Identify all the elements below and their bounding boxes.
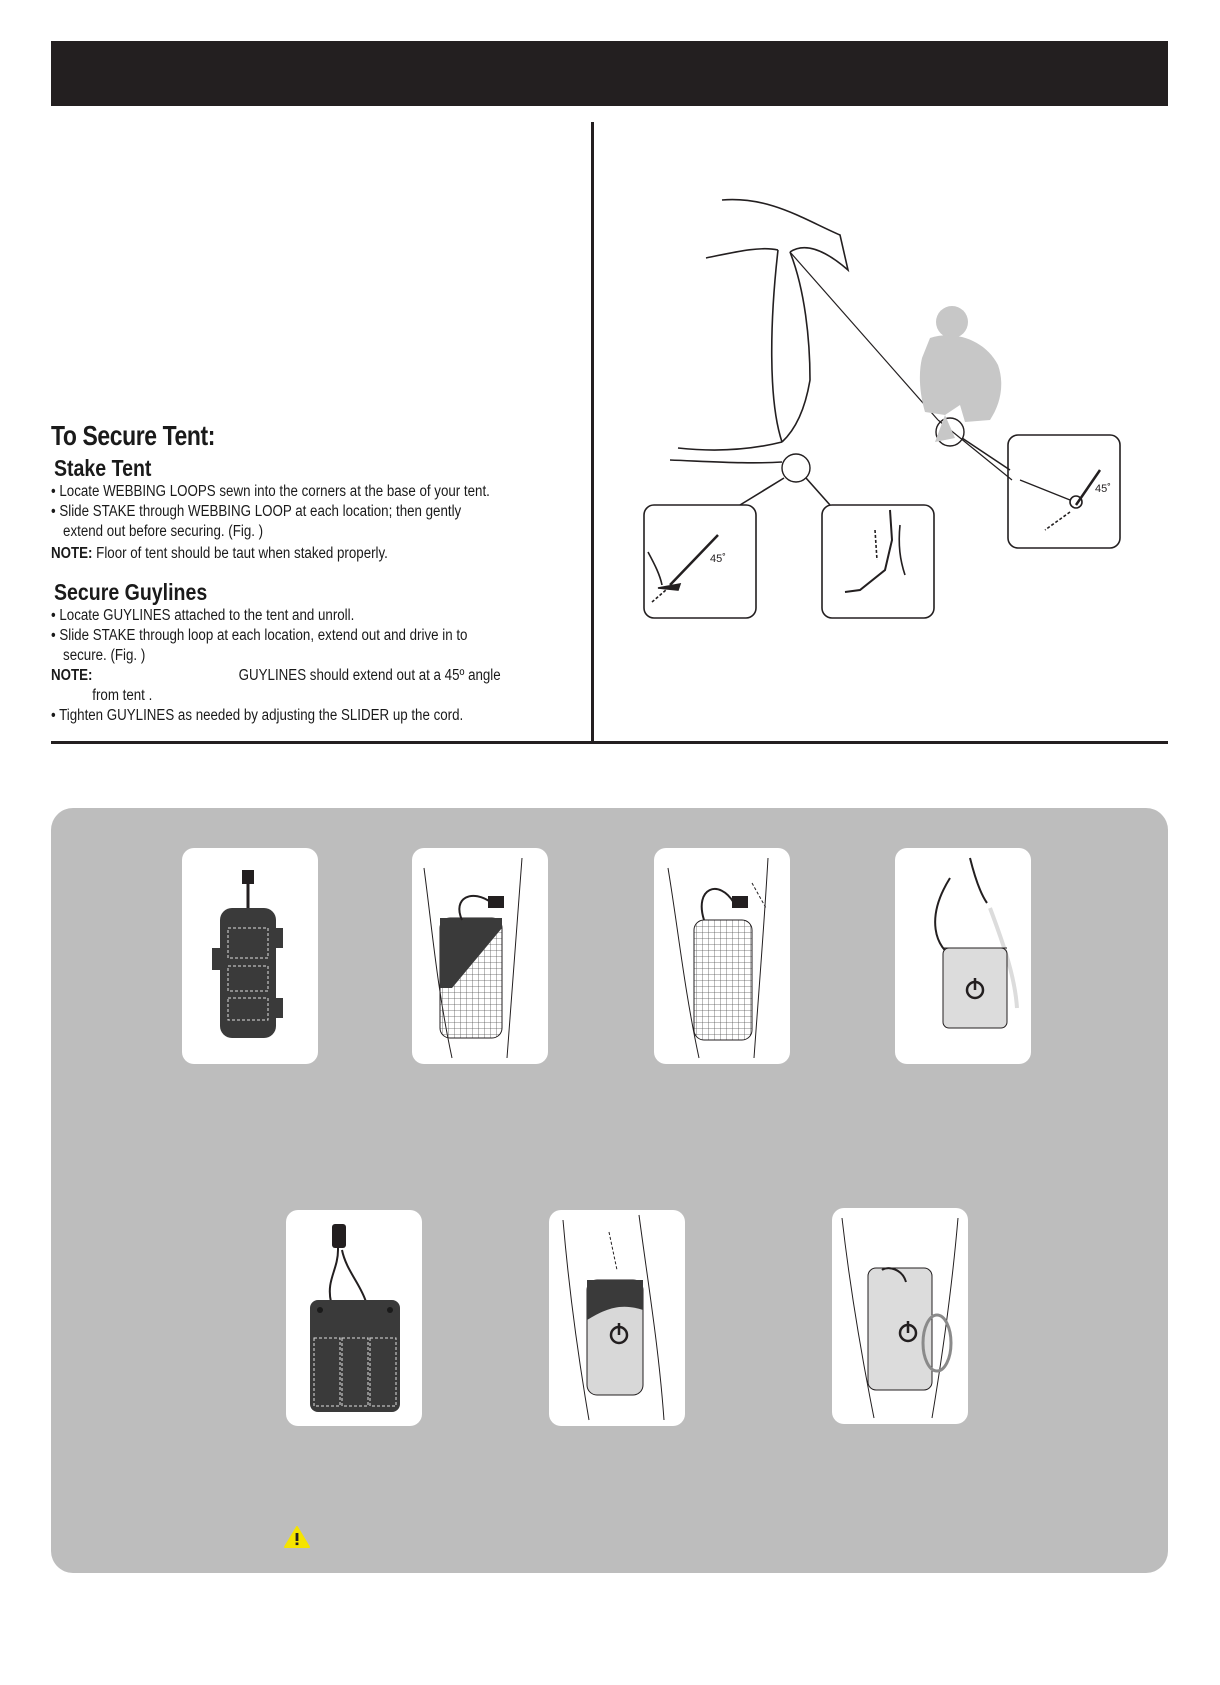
warning-icon <box>283 1525 311 1549</box>
stake-note <box>51 544 515 564</box>
stake-step-2: • Slide STAKE through WEBBING LOOP at each location; then gently <box>51 503 462 520</box>
guyline-step-2: • Slide STAKE through loop at each location, extend out and drive in to <box>51 627 468 644</box>
battery-pack-back-card <box>286 1210 422 1426</box>
section-header-bar <box>51 41 1168 106</box>
stake-step-2-cont: extend out before securing. (Fig. ) <box>63 523 264 540</box>
pocket-closed-card <box>895 848 1031 1064</box>
pocket-power-card <box>549 1210 685 1426</box>
angle-label: 45˚ <box>1095 483 1111 495</box>
secure-tent-title: To Secure Tent: <box>51 420 215 451</box>
battery-pack-card <box>182 848 318 1064</box>
pocket-stored-card <box>832 1208 968 1424</box>
guyline-step-1: • Locate GUYLINES attached to the tent and unroll. <box>51 607 355 624</box>
column-divider <box>591 122 594 742</box>
person-silhouette <box>920 306 1001 442</box>
tent-staking-illustration <box>600 180 1160 630</box>
secure-guylines-heading: Secure Guylines <box>54 579 208 605</box>
pocket-open-card <box>412 848 548 1064</box>
stake-note-text: Floor of tent should be taut when staked properly. <box>96 545 388 562</box>
guyline-step-3: • Tighten GUYLINES as needed by adjusting the SLIDER up the cord. <box>51 707 464 724</box>
guyline-step-2-cont: secure. (Fig. ) <box>63 647 146 664</box>
pocket-connect-card <box>654 848 790 1064</box>
guyline-note <box>51 666 515 686</box>
guyline-note-text: GUYLINES should extend out at a 45º angle <box>238 667 501 684</box>
note-label: NOTE: <box>51 545 93 562</box>
guyline-note-cont: from tent . <box>92 687 153 704</box>
note-label: NOTE: <box>51 667 93 684</box>
angle-label: 45˚ <box>710 553 726 565</box>
stake-tent-heading: Stake Tent <box>54 455 152 481</box>
secure-tent-instructions <box>51 418 591 726</box>
stake-step-1: • Locate WEBBING LOOPS sewn into the corners at the base of your tent. <box>51 483 490 500</box>
section-divider <box>51 741 1168 744</box>
